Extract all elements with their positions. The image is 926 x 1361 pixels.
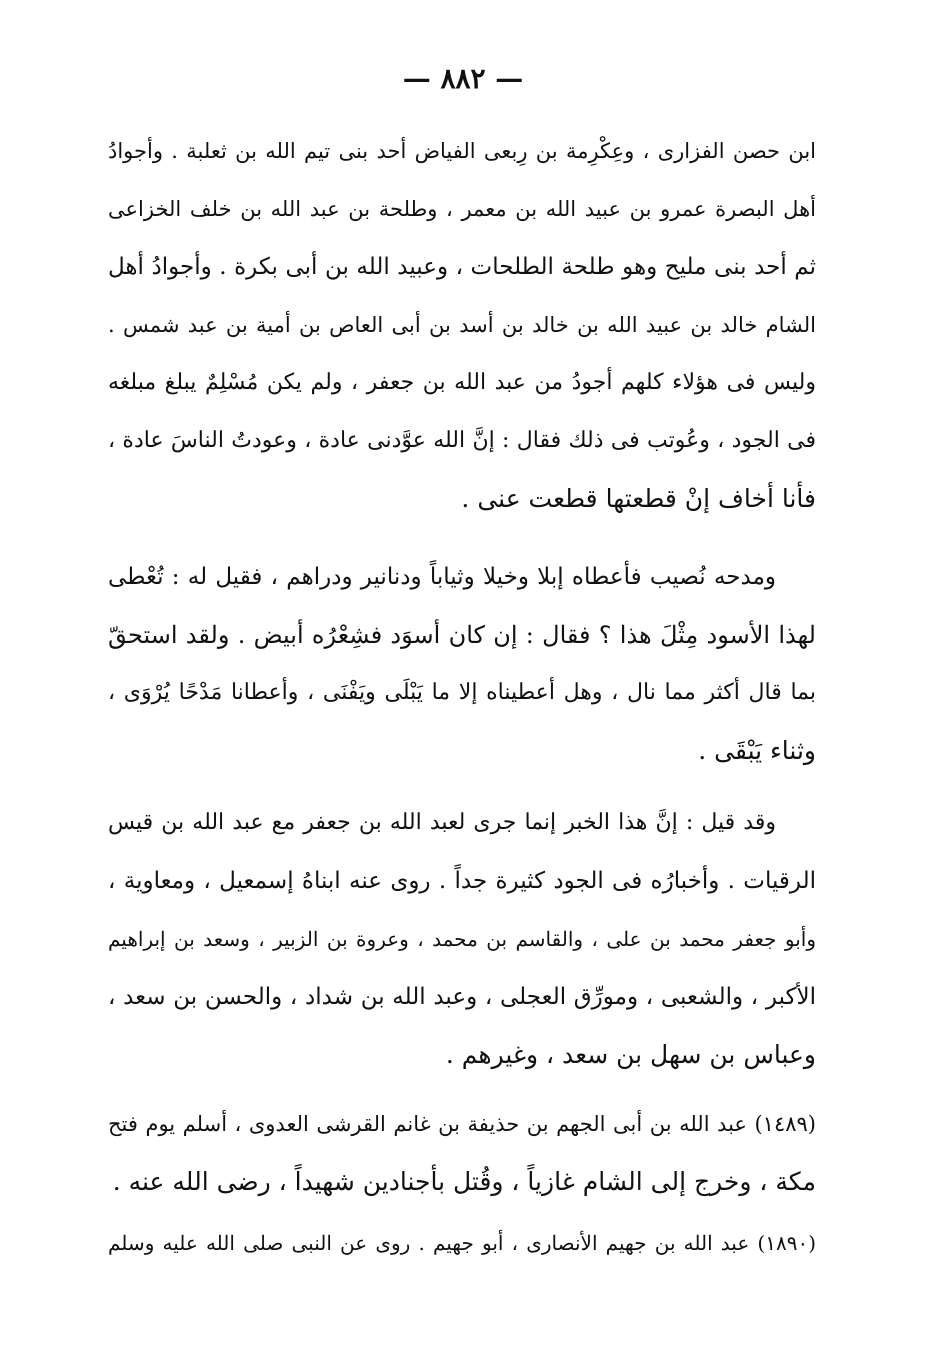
paragraph-2 [108,548,816,780]
text-line: لهذا الأسود مِثْلَ هذا ؟ فقال : إن كان أسوَد فشِعْرُه أبيض . ولقد استحقّ [108,621,816,649]
text-line: ومدحه نُصيب فأعطاه إبلا وخيلا وثياباً ودنانير ودراهم ، فقيل له : تُعْطى [108,564,776,590]
page-number: — ٨٨٢ — [402,62,524,95]
text-line: وثناء يَبْقَى . [698,736,816,765]
text-line: فى الجود ، وعُوتب فى ذلك فقال : إنَّ الله عوَّدنى عادة ، وعودتُ الناسَ عادة ، [108,428,816,453]
biography-entry-1890 [108,1214,816,1272]
text-line: وعباس بن سهل بن سعد ، وغيرهم . [445,1040,816,1069]
paragraph-1 [108,122,816,528]
text-line: مكة ، وخرج إلى الشام غازياً ، وقُتل بأجنادين شهيداً ، رضى الله عنه . [112,1167,816,1196]
text-line: وليس فى هؤلاء كلهم أجودُ من عبد الله بن جعفر ، ولم يكن مُسْلِمٌ يبلغ مبلغه [108,370,816,395]
text-line: فأنا أخاف إنْ قطعتها قطعت عنى . [461,484,816,513]
paragraph-3 [108,794,816,1084]
text-line: (١٨٩٠) عبد الله بن جهيم الأنصارى ، أبو جهيم . روى عن النبى صلى الله عليه وسلم [108,1231,816,1255]
text-line: وأبو جعفر محمد بن على ، والقاسم بن محمد ، وعروة بن الزبير ، وسعد بن إبراهيم [108,927,816,951]
text-line: الشام خالد بن عبيد الله بن خالد بن أسد بن أبى العاص بن أمية بن عبد شمس . [108,313,816,337]
text-line: الرقيات . وأخبارُه فى الجود كثيرة جداً . روى عنه ابناهُ إسمعيل ، ومعاوية ، [108,868,816,894]
text-line: الأكبر ، والشعبى ، ومورِّق العجلى ، وعبد الله بن شداد ، والحسن بن سعد ، [108,984,816,1010]
text-line: (١٤٨٩) عبد الله بن أبى الجهم بن حذيفة بن غانم القرشى العدوى ، أسلم يوم فتح [108,1112,816,1136]
text-line: أهل البصرة عمرو بن عبيد الله بن معمر ، وطلحة بن عبد الله بن خلف الخزاعى [108,197,816,221]
text-line: وقد قيل : إنَّ هذا الخبر إنما جرى لعبد الله بن جعفر مع عبد الله بن قيس [108,810,776,835]
text-line: ابن حصن الفزارى ، وعِكْرِمة بن رِبعى الفياض أحد بنى تيم الله بن ثعلبة . وأجوادُ [108,139,816,163]
text-line: ثم أحد بنى مليح وهو طلحة الطلحات ، وعبيد الله بن أبى بكرة . وأجوادُ أهل [108,254,816,280]
biography-entry-1489 [108,1095,816,1211]
text-line: بما قال أكثر مما نال ، وهل أعطيناه إلا ما يَبْلَى ويَفْنَى ، وأعطانا مَدْحًا يُرْوَى ، [108,680,816,705]
